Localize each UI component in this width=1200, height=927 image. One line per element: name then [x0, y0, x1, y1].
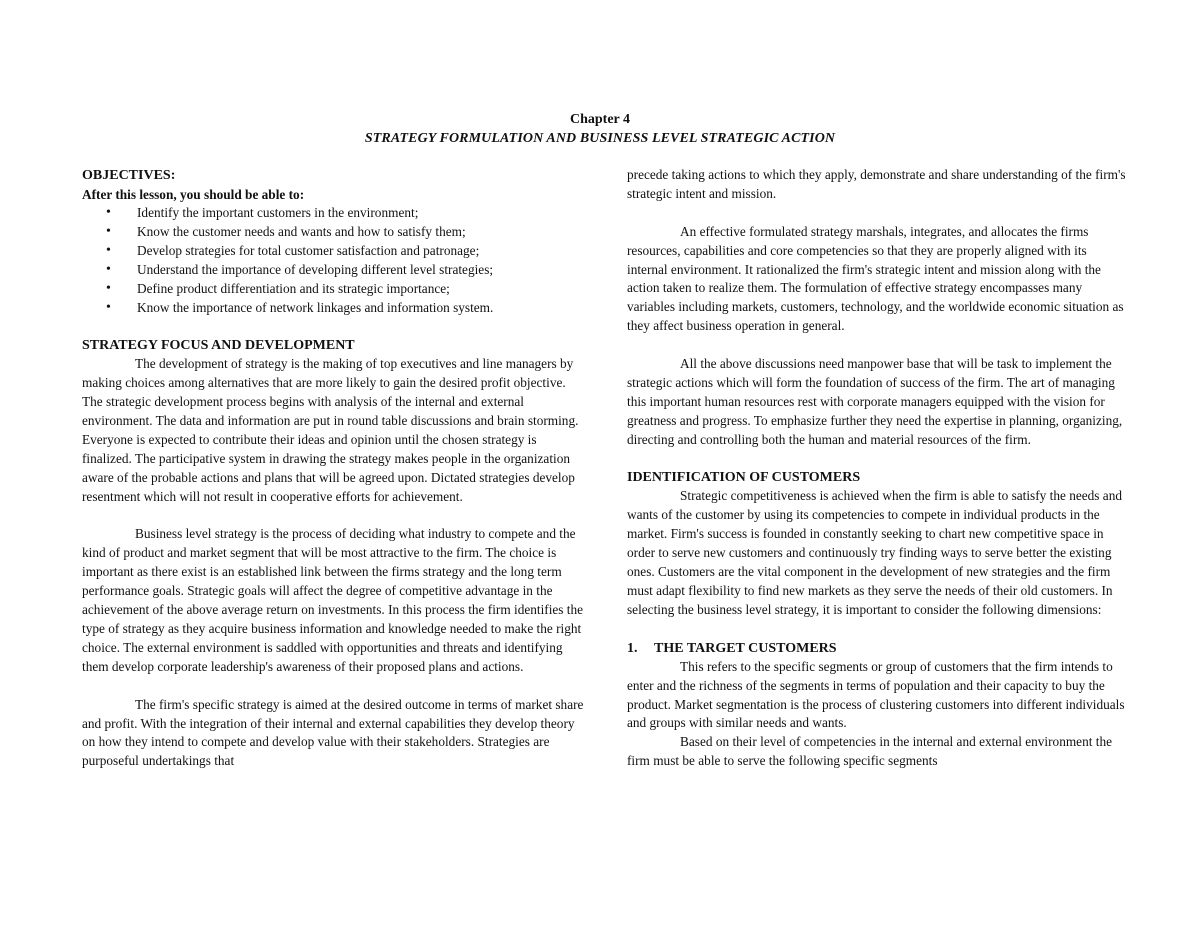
continued-paragraph: precede taking actions to which they apply, demonstrate and share understanding of the firm's strategic intent and mission.	[627, 167, 1126, 201]
objective-item: • Develop strategies for total customer satisfaction and patronage;	[82, 242, 587, 261]
body-paragraph: This refers to the specific segments or group of customers that the firm intends to enter and the richness of the segments in terms of population and their capacity to buy the product. Market segmentation is the process of clustering customers into different individuals and groups with similar needs and wants.	[627, 658, 1125, 731]
right-column	[627, 166, 1127, 771]
body-paragraph: Based on their level of competencies in the internal and external environment the firm must be able to serve the following specific segments	[627, 734, 1112, 769]
chapter-label: Chapter 4	[569, 112, 631, 127]
body-paragraph: The firm's specific strategy is aimed at the desired outcome in terms of market share and profit. With the integration of their internal and external capabilities they develop theory on how they intend to compete and develop value with their stakeholders. Strategies are purposeful undertakings that	[82, 696, 584, 769]
objective-item: • Know the importance of network linkages and information system.	[82, 299, 587, 318]
body-paragraph: The development of strategy is the making of top executives and line managers by making choices among alternatives that are more likely to gain the desired profit objective. The strategic development process begins with analysis of the internal and external environment. The data and information are put in round table discussions and brain storming. Everyone is expected to contribute their ideas and opinion until the chosen strategy is finalized. The participative system in drawing the strategy makes people in the organization aware of the probable actions and plans that will be agreed upon. Dictated strategies develop resentment which will not result in cooperative efforts for achievement.	[82, 356, 579, 504]
section-heading-identification: IDENTIFICATION OF CUSTOMERS	[627, 470, 861, 486]
body-paragraph: All the above discussions need manpower base that will be task to implement the strategic actions which will form the foundation of success of the firm. The art of managing this important human resources rest with corporate managers equipped with the vision for greatness and progress. To emphasize further they need the expertise in planning, organizing, directing and controlling both the human and material resources of the firm.	[627, 356, 1123, 447]
objectives-heading: OBJECTIVES:	[82, 168, 176, 183]
body-paragraph: An effective formulated strategy marshals, integrates, and allocates the firms resources, capabilities and core competencies so that they are properly aligned with its internal environment. It rationalized the firm's strategic intent and mission along with the action taken to realize them. The formulation of effective strategy encompasses many variables including markets, customers, technology, and the worldwide economic situation as they affect business operation in general.	[627, 223, 1124, 334]
body-paragraph: Business level strategy is the process of deciding what industry to compete and the kind of product and market segment that will be most attractive to the firm. The choice is important as there exist is an established link between the firms strategy and the long term performance goals. Strategic goals will affect the degree of competitive advantage in the achievement of the above average return on investments. In this process the firm identifies the type of strategy as they acquire business information and knowledge needed to make the right choice. The external environment is saddled with opportunities and threats and identifying them develop corporate leadership's awareness of their proposed plans and actions.	[82, 526, 584, 674]
chapter-title: STRATEGY FORMULATION AND BUSINESS LEVEL STRATEGIC ACTION	[364, 131, 836, 146]
objective-item: • Identify the important customers in the environment;	[82, 204, 587, 223]
section-heading-strategy-focus: STRATEGY FOCUS AND DEVELOPMENT	[82, 338, 355, 354]
objective-item: • Define product differentiation and its strategic importance;	[82, 280, 587, 299]
heading-text: THE TARGET CUSTOMERS	[654, 640, 837, 656]
objectives-subheading: After this lesson, you should be able to:	[82, 187, 305, 202]
heading-number: 1.	[627, 640, 638, 656]
body-paragraph: Strategic competitiveness is achieved when the firm is able to satisfy the needs and wants of the customer by using its competencies to compete in individual products in the market. Firm's success is founded in constantly seeking to chart new competitive space in order to serve new customers and continuously try finding ways to serve better the existing ones. Customers are the vital component in the development of new strategies and the firm must adapt flexibility to find new markets as they serve the needs of their old customers. In selecting the business level strategy, it is important to consider the following dimensions:	[627, 488, 1122, 617]
objective-item: • Understand the importance of developing different level strategies;	[82, 261, 587, 280]
objective-item: • Know the customer needs and wants and how to satisfy them;	[82, 223, 587, 242]
left-column	[82, 166, 587, 771]
objectives-list	[82, 204, 587, 317]
numbered-heading-target-customers	[627, 639, 1127, 658]
